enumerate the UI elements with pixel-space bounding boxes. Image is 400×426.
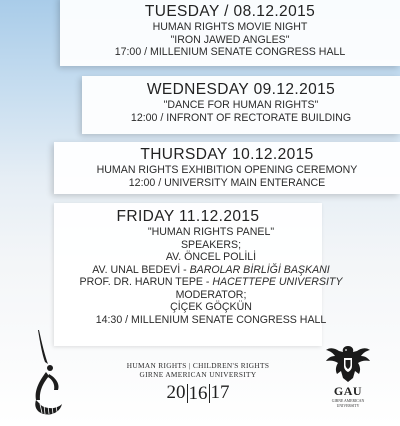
event-day-heading: THURSDAY 10.12.2015 [140,146,314,163]
dancer-logo-icon [30,328,68,418]
moderator-label: MODERATOR; [175,288,247,301]
academic-year [167,382,230,404]
year-part-c: 17 [210,382,230,403]
event-time-place: 17:00 / MILLENIUM SENATE CONGRESS HALL [114,46,346,59]
footer-branding [104,361,292,404]
year-part-a: 20 [166,382,186,403]
speaker-2-title: BAROLAR BİRLİĞİ BAŞKANI [189,263,330,276]
event-time-place: 14:30 / MILLENIUM SENATE CONGRESS HALL [95,313,327,326]
speaker-3 [40,276,382,289]
speaker-2-name: AV. UNAL BEDEVİ - [92,263,190,276]
event-card-thursday [54,142,400,194]
event-title: "HUMAN RIGHTS PANEL" [147,226,275,239]
event-day-heading: FRIDAY 11.12.2015 [116,208,260,225]
event-title: HUMAN RIGHTS MOVIE NIGHT [152,21,308,34]
speaker-3-name: PROF. DR. HARUN TEPE - [79,276,213,289]
event-day-heading: TUESDAY / 08.12.2015 [144,3,316,20]
event-title: "DANCE FOR HUMAN RIGHTS" [163,99,319,112]
speaker-1: AV. ÖNCEL POLİLİ [165,251,257,264]
eagle-crest-icon [325,342,371,384]
event-card-friday [54,203,343,346]
moderator-name: ÇİÇEK GÖÇKÜN [170,301,252,314]
gau-university-name: GIRNE AMERICAN UNIVERSITY [331,399,365,408]
gau-logo [324,384,372,408]
event-card-wednesday [82,76,400,134]
event-time-place: 12:00 / UNIVERSITY MAIN ENTERANCE [128,176,326,189]
event-subtitle: "IRON JAWED ANGLES" [170,33,290,46]
speaker-2 [40,264,382,277]
event-time-place: 12:00 / INFRONT OF RECTORATE BUILDING [130,111,352,124]
footer-university: GIRNE AMERICAN UNIVERSITY [139,370,257,379]
footer-tagline: HUMAN RIGHTS | CHILDREN'S RIGHTS [126,361,270,370]
event-title: HUMAN RIGHTS EXHIBITION OPENING CEREMONY [96,164,358,177]
event-day-heading: WEDNESDAY 09.12.2015 [146,81,336,98]
year-part-b: 16 [188,382,208,404]
gau-abbreviation: GAU [333,384,363,398]
event-card-tuesday [60,0,400,66]
speaker-3-title: HACETTEPE UNIVERSITY [212,276,343,289]
speakers-label: SPEAKERS; [180,238,242,251]
